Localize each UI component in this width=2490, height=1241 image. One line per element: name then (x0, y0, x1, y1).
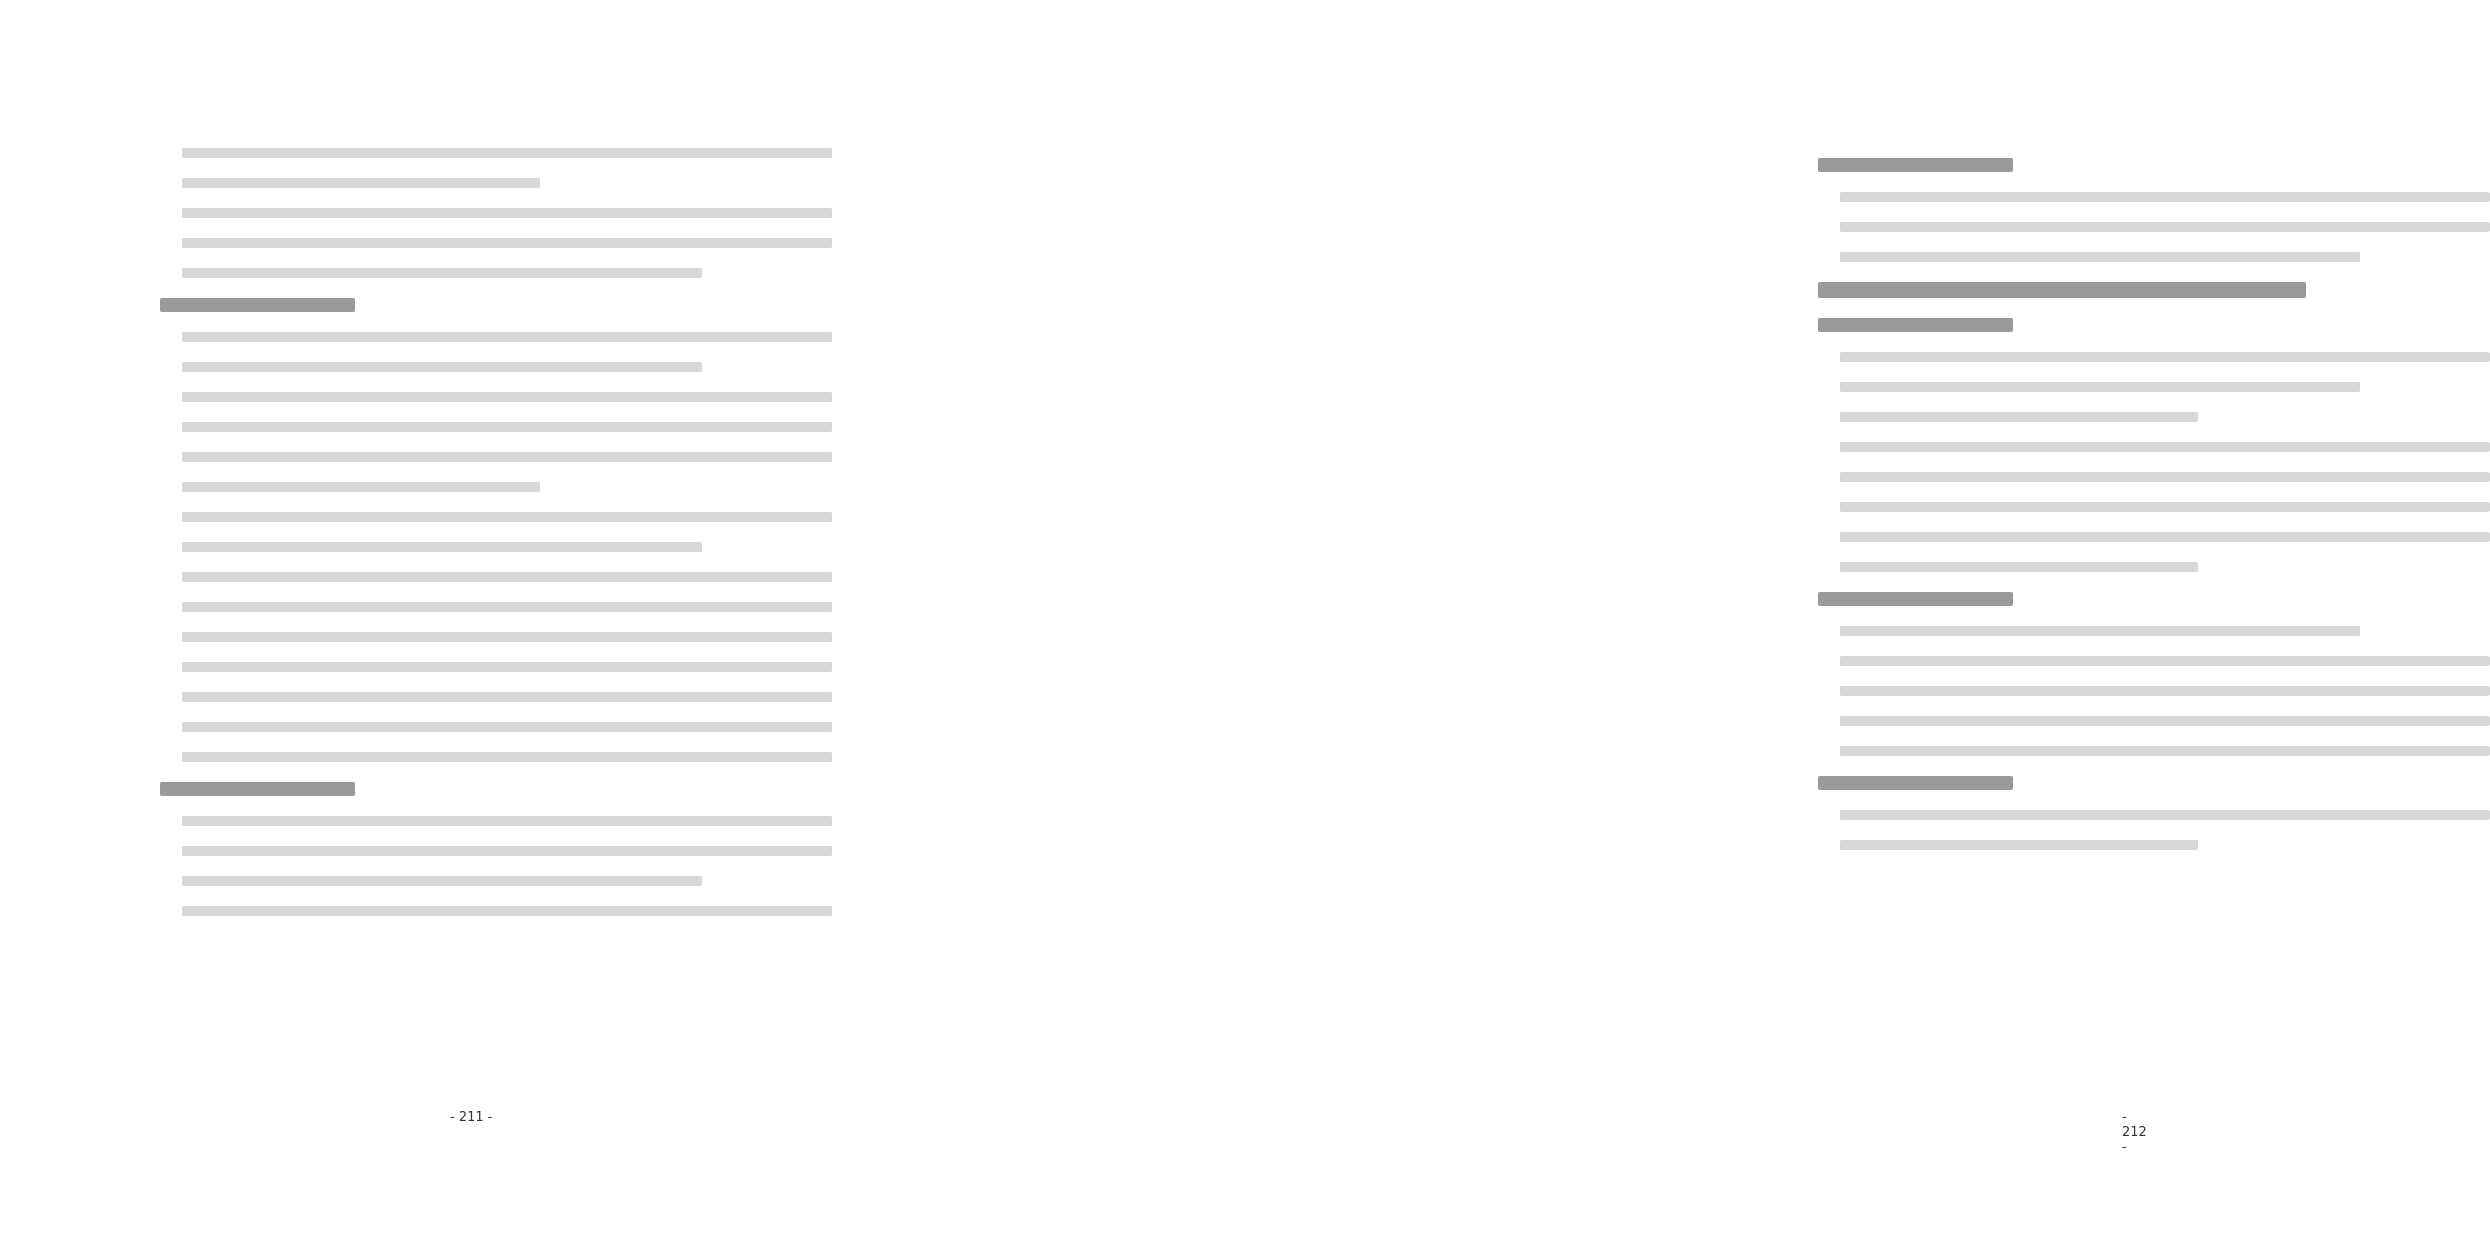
text-line (1840, 656, 2490, 666)
text-line (1840, 810, 2490, 820)
text-line (182, 816, 832, 826)
text-line (1840, 502, 2490, 512)
text-line (182, 392, 832, 402)
text-line (1840, 252, 2360, 262)
text-line (1840, 382, 2360, 392)
text-line (182, 332, 832, 342)
text-line (1840, 412, 2198, 422)
text-line (182, 512, 832, 522)
right-text-column (1818, 148, 2468, 870)
text-line (182, 268, 702, 278)
text-line (182, 632, 832, 642)
text-line (182, 752, 832, 762)
text-line (182, 362, 702, 372)
text-line (1840, 192, 2490, 202)
right-page (878, 0, 2147, 1241)
text-line (1840, 532, 2490, 542)
text-line (1840, 626, 2360, 636)
text-line (182, 482, 540, 492)
text-line (1840, 686, 2490, 696)
text-line (182, 572, 832, 582)
text-line (182, 422, 832, 432)
text-line (182, 602, 832, 612)
section-heading (1818, 318, 2013, 332)
section-heading (160, 298, 355, 312)
text-line (182, 846, 832, 856)
text-line (1840, 472, 2490, 482)
section-heading (1818, 592, 2013, 606)
section-heading (1818, 776, 2013, 790)
text-line (182, 238, 832, 248)
page-number: - 211 - (450, 1110, 493, 1125)
text-line (182, 208, 832, 218)
text-line (182, 542, 702, 552)
text-line (182, 178, 540, 188)
text-line (1840, 840, 2198, 850)
text-line (182, 452, 832, 462)
text-line (1840, 222, 2490, 232)
text-line (1840, 746, 2490, 756)
text-line (1840, 442, 2490, 452)
text-line (182, 662, 832, 672)
text-line (1840, 562, 2198, 572)
text-line (182, 906, 832, 916)
text-line (182, 876, 702, 886)
left-page (0, 0, 877, 1241)
section-heading (160, 782, 355, 796)
text-line (182, 148, 832, 158)
text-line (1840, 352, 2490, 362)
page-number: - 212 - (2122, 1110, 2147, 1155)
section-heading (1818, 282, 2306, 298)
left-text-column (160, 148, 810, 936)
text-line (182, 722, 832, 732)
text-line (1840, 716, 2490, 726)
text-line (182, 692, 832, 702)
section-heading (1818, 158, 2013, 172)
